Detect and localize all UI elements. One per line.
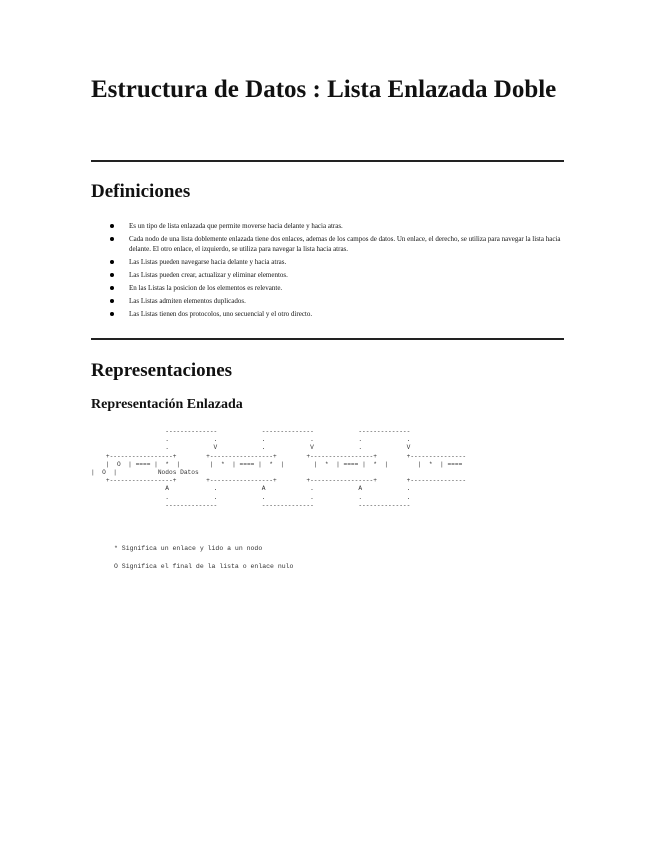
list-item: Cada nodo de una lista doblemente enlazada tiene dos enlaces, ademas de los campos de datos. Un enlace, el derecho, se utiliza para navegar la lista hacia delante. El otro enlace, el izquierdo, se utiliza para navegar la lista hacia atras. [107, 234, 563, 254]
legend-note-null: O Significa el final de la lista o enlace nulo [114, 563, 294, 570]
definitions-list [107, 221, 563, 322]
list-item: Las Listas pueden crear, actualizar y eliminar elementos. [107, 270, 563, 280]
list-item: En las Listas la posicion de los elementos es relevante. [107, 283, 563, 293]
page-title: Estructura de Datos : Lista Enlazada Doble [91, 76, 557, 103]
subsection-heading-representacion-enlazada: Representación Enlazada [91, 397, 243, 412]
list-item: Las Listas admiten elementos duplicados. [107, 296, 563, 306]
section-heading-definiciones: Definiciones [91, 181, 191, 202]
list-item: Las Listas tienen dos protocolos, uno secuencial y el otro directo. [107, 309, 563, 319]
list-item: Es un tipo de lista enlazada que permite moverse hacia delante y hacia atras. [107, 221, 563, 231]
linked-list-ascii-diagram: -------------- -------------- -------------- . . . . . . . V . V . V +-----------------+ +-----------------+ +-----------------+ +--------------- | O | ==== | * | | * | ==== | * | | * | ==== | * | | * | ==== | O | Nodos Datos +-----------------+ +-----------------+ +-----------------+ +--------------- A . A . A . . . . . . . -------------- -------------- -------------- [91, 428, 467, 509]
divider [91, 160, 564, 162]
list-item: Las Listas pueden navegarse hacia delante y hacia atras. [107, 257, 563, 267]
divider [91, 338, 564, 340]
section-heading-representaciones: Representaciones [91, 360, 233, 381]
legend-note-link: * Significa un enlace y lido a un nodo [114, 545, 263, 552]
